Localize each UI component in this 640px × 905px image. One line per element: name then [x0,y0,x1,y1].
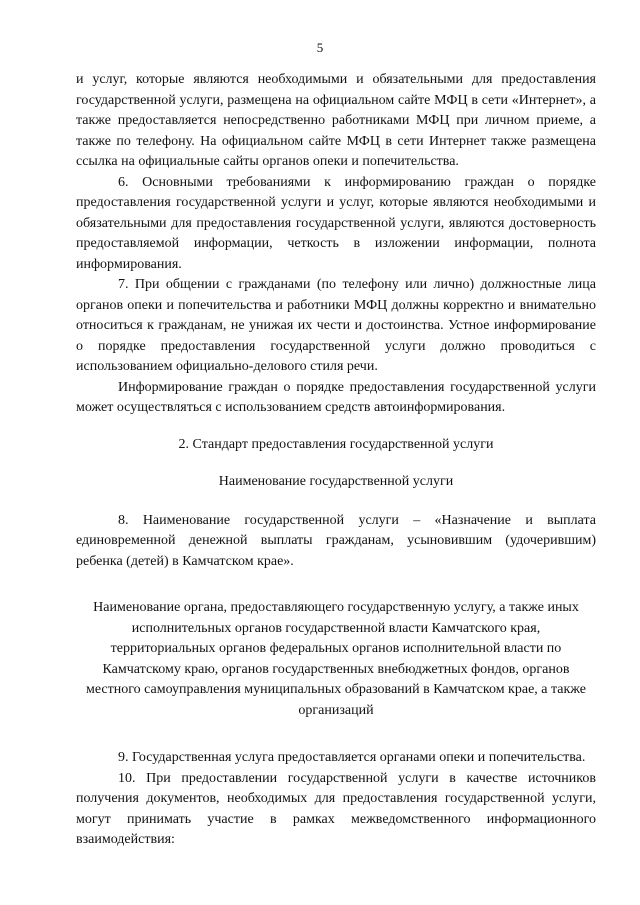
paragraph-9: 9. Государственная услуга предоставляется органами опеки и попечительства. [118,750,586,765]
paragraph-8: 8. Наименование государственной услуги – «Назначение и выплата единовременной денежной выплаты гражданам, усыновившим (удочерившим) ребенка (детей) в Камчатском крае». [76,512,596,569]
paragraph-7: 7. При общении с гражданами (по телефону или лично) должностные лица органов опеки и попечительства и работники МФЦ должны корректно и внимательно относиться к гражданам, не унижая их чести и достоинства. Устное информирование о порядке предоставления государственной услуги должно проводиться с использованием официально-делового стиля речи. [76,277,596,374]
subsection-heading-authority: Наименование органа, предоставляющего государственную услугу, а также иных исполнительных органов государственной власти Камчатского края, территориальных органов федеральных органов исполнительной власти по Камчатскому краю, органов государственных внебюджетных фондов, органов местного самоуправления муниципальных образований в Камчатском крае, а также организаций [85,600,586,718]
page-number: 5 [316,40,324,55]
subsection-heading-service-name: Наименование государственной услуги [218,474,454,489]
section-heading: 2. Стандарт предоставления государственной услуги [178,436,494,452]
document-body [76,70,596,851]
paragraph-10: 10. При предоставлении государственной услуги в качестве источников получения документов, необходимых для предоставления государственной услуги, могут принимать участие в рамках межведомственного информационного взаимодействия: [76,770,596,847]
paragraph-continuation: и услуг, которые являются необходимыми и обязательными для предоставления государственной услуги, размещена на официальном сайте МФЦ в сети «Интернет», а также предоставляется непосредственно работниками МФЦ при личном приеме, а также по телефону. На официальном сайте МФЦ в сети Интернет также размещена ссылка на официальные сайты органов опеки и попечительства. [76,72,596,169]
paragraph-autoinforming: Информирование граждан о порядке предоставления государственной услуги может осуществляться с использованием средств автоинформирования. [76,379,596,415]
paragraph-6: 6. Основными требованиями к информированию граждан о порядке предоставления государственной услуги и услуг, которые являются необходимыми и обязательными для предоставления государственной услуги, являются достоверность предоставляемой информации, четкость в изложении информации, полнота информирования. [76,174,596,272]
